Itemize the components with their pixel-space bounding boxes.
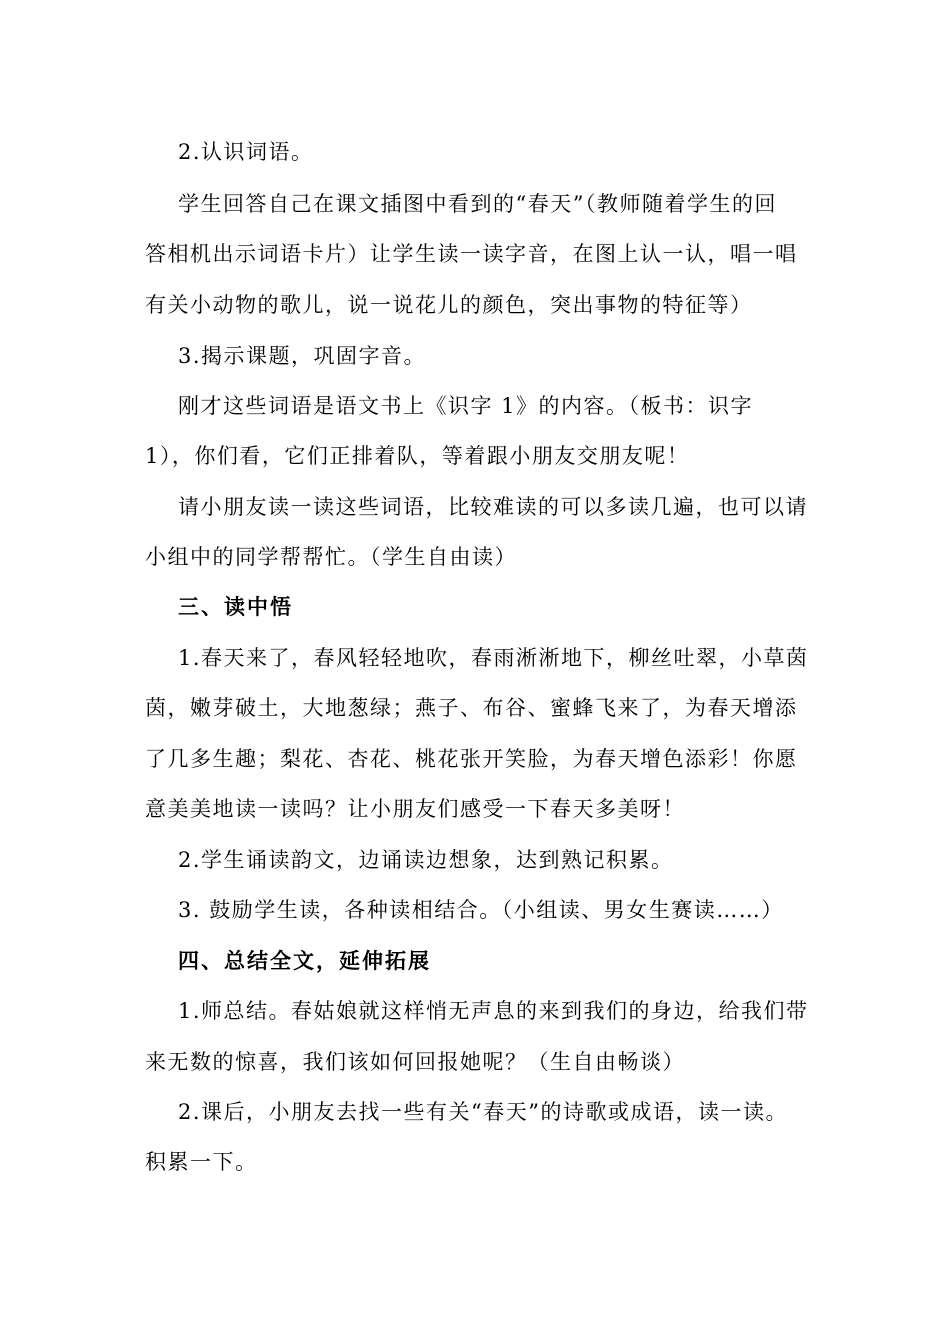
paragraph-line: 有关小动物的歌儿，说一说花儿的颜色，突出事物的特征等） [145, 293, 753, 317]
list-item-spring-text: 1.春天来了，春风轻轻地吹，春雨淅淅地下，柳丝吐翠，小草茵 [178, 646, 809, 670]
paragraph-line: 学生回答自己在课文插图中看到的“春天”（教师随着学生的回 [178, 192, 777, 216]
paragraph-line: 意美美地读一读吗？让小朋友们感受一下春天多美呀！ [145, 797, 685, 821]
list-item-teacher-summary: 1.师总结。春姑娘就这样悄无声息的来到我们的身边，给我们带 [178, 999, 809, 1023]
section-heading-3: 三、读中悟 [178, 595, 293, 619]
paragraph-line: 答相机出示词语卡片）让学生读一读字音，在图上认一认，唱一唱 [145, 242, 798, 266]
paragraph-line: 积累一下。 [145, 1150, 258, 1174]
paragraph-line: 1），你们看，它们正排着队，等着跟小朋友交朋友呢！ [145, 444, 690, 468]
paragraph-line: 茵，嫩芽破土，大地葱绿；燕子、布谷、蜜蜂飞来了，为春天增添 [145, 696, 798, 720]
list-item-encourage-reading: 3. 鼓励学生读，各种读相结合。（小组读、男女生赛读……） [178, 898, 784, 922]
list-item-after-class: 2.课后，小朋友去找一些有关“春天”的诗歌或成语，读一读。 [178, 1100, 789, 1124]
list-item-recognize-words: 2.认识词语。 [178, 140, 314, 164]
list-item-recite: 2.学生诵读韵文，边诵读边想象，达到熟记积累。 [178, 848, 674, 872]
paragraph-line: 小组中的同学帮帮忙。（学生自由读） [145, 545, 517, 569]
paragraph-line: 了几多生趣；梨花、杏花、桃花张开笑脸，为春天增色添彩！你愿 [145, 747, 798, 771]
list-item-reveal-topic: 3.揭示课题，巩固字音。 [178, 344, 427, 368]
section-heading-4: 四、总结全文，延伸拓展 [178, 949, 431, 973]
paragraph-line: 请小朋友读一读这些词语，比较难读的可以多读几遍，也可以请 [178, 495, 808, 519]
paragraph-line: 刚才这些词语是语文书上《识字 1》的内容。（板书：识字 [178, 394, 754, 418]
paragraph-line: 来无数的惊喜，我们该如何回报她呢？（生自由畅谈） [145, 1050, 685, 1074]
